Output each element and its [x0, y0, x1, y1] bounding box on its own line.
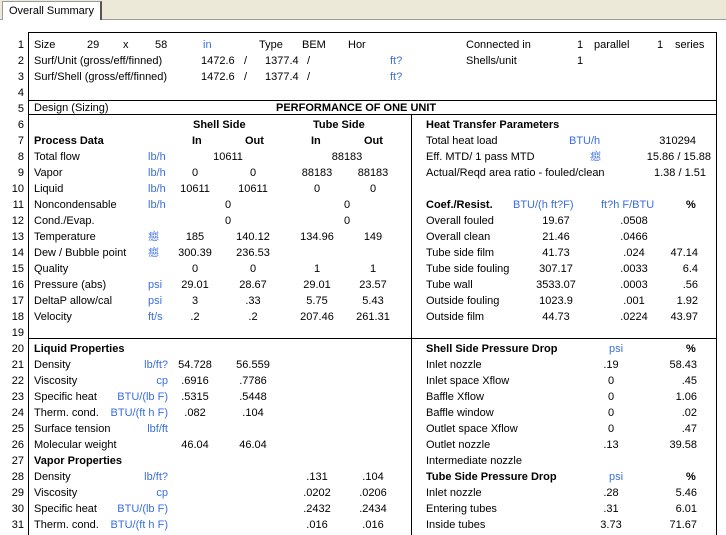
process-row-unit: ft/s: [148, 311, 163, 323]
shell-in-value: 185: [185, 231, 205, 243]
sspd-label: Baffle window: [426, 407, 494, 419]
row-number: 24: [11, 407, 24, 419]
sspd-psi-value: 0: [607, 391, 615, 403]
type-value: BEM: [302, 39, 326, 51]
surf-unit-gross: 1472.6: [201, 55, 235, 67]
liq-prop-label: Viscosity: [34, 375, 78, 387]
liq-shell-in: .082: [184, 407, 206, 419]
tube-in-header: In: [311, 135, 321, 147]
sspd-psi-value: .13: [603, 439, 619, 451]
row-number: 17: [11, 295, 24, 307]
coef-resist-value: .0224: [620, 311, 648, 323]
surf-unit-unit: ft?: [390, 55, 403, 67]
liq-shell-out: .5448: [239, 391, 267, 403]
process-row-unit: psi: [148, 295, 163, 307]
shell-in-value: 0: [191, 167, 199, 179]
liq-shell-out: .7786: [239, 375, 267, 387]
row-number: 30: [11, 503, 24, 515]
coef-film-value: 307.17: [539, 263, 573, 275]
shell-value: 0: [224, 215, 232, 227]
tube-dp-unit: psi: [609, 471, 624, 483]
vap-prop-label: Therm. cond.: [34, 519, 99, 531]
process-row-label: Vapor: [34, 167, 63, 179]
outer-left-border: [28, 32, 29, 535]
series-label: series: [675, 39, 705, 51]
vap-prop-unit: BTU/(lb F): [117, 503, 168, 515]
process-row-label: Cond./Evap.: [34, 215, 95, 227]
process-row-label: Liquid: [34, 183, 64, 195]
row-number: 11: [12, 199, 24, 211]
process-row-label: Total flow: [34, 151, 80, 163]
surf-shell-gross: 1472.6: [201, 71, 235, 83]
tspd-pct-value: 5.46: [675, 487, 697, 499]
row-number: 5: [17, 103, 24, 115]
sspd-psi-value: .19: [603, 359, 619, 371]
liquid-properties-title: Liquid Properties: [34, 343, 125, 355]
connected-count: 1: [577, 39, 584, 51]
top-border: [28, 32, 717, 33]
row-number: 21: [11, 359, 24, 371]
coef-resist-value: .0508: [620, 215, 648, 227]
row-number: 23: [11, 391, 24, 403]
tspd-label: Entering tubes: [426, 503, 497, 515]
tspd-pct-value: 6.01: [675, 503, 697, 515]
row-number: 18: [11, 311, 24, 323]
coef-unit-1: BTU/(h ft?F): [513, 199, 574, 211]
surf-unit-label: Surf/Unit (gross/eff/finned): [34, 55, 163, 67]
shells-unit-label: Shells/unit: [466, 55, 517, 67]
row-number: 2: [17, 55, 24, 67]
coef-label: Tube wall: [426, 279, 473, 291]
tube-in-value: 207.46: [300, 311, 334, 323]
shells-unit-count: 1: [577, 55, 584, 67]
tube-out-value: 149: [363, 231, 383, 243]
liq-prop-label: Surface tension: [34, 423, 111, 435]
sspd-label: Baffle Xflow: [426, 391, 484, 403]
row-number: 12: [11, 215, 24, 227]
coef-film-value: 1023.9: [539, 295, 573, 307]
tube-value: 0: [343, 199, 351, 211]
heat-load-label: Total heat load: [426, 135, 498, 147]
process-row-label: Quality: [34, 263, 69, 275]
liq-prop-label: Therm. cond.: [34, 407, 99, 419]
coef-resist-value: .001: [623, 295, 645, 307]
liq-shell-out: 56.559: [236, 359, 270, 371]
sspd-pct-value: 39.58: [669, 439, 697, 451]
vap-tube-in: .0202: [303, 487, 331, 499]
mtd-label: Eff. MTD/ 1 pass MTD: [426, 151, 535, 163]
size-unit: in: [203, 39, 212, 51]
process-row-unit: lb/h: [148, 199, 166, 211]
sspd-psi-value: 0: [607, 375, 615, 387]
size-x: x: [123, 39, 129, 51]
surf-shell-sep2: /: [307, 71, 311, 83]
tube-in-value: 29.01: [303, 279, 331, 291]
row-number: 9: [17, 167, 24, 179]
heat-load-value: 310294: [659, 135, 696, 147]
vap-prop-unit: lb/ft?: [144, 471, 168, 483]
liq-shell-in: .6916: [181, 375, 209, 387]
size-label: Size: [34, 39, 56, 51]
coef-pct-value: .56: [682, 279, 698, 291]
shell-in-value: 29.01: [181, 279, 209, 291]
tube-in-value: 134.96: [300, 231, 334, 243]
shell-in-value: 10611: [180, 183, 210, 195]
vap-tube-out: .104: [362, 471, 384, 483]
coef-resist-value: .0033: [620, 263, 648, 275]
surf-shell-eff: 1377.4: [265, 71, 299, 83]
vapor-properties-title: Vapor Properties: [34, 455, 123, 467]
coef-label: Overall fouled: [426, 215, 494, 227]
sspd-label: Outlet space Xflow: [426, 423, 518, 435]
tspd-psi-value: .31: [603, 503, 619, 515]
tab-strip: [0, 0, 726, 20]
process-row-unit: lb/h: [148, 167, 166, 179]
tube-out-value: 5.43: [362, 295, 384, 307]
process-row-unit: lb/h: [148, 183, 166, 195]
vap-tube-out: .2434: [359, 503, 387, 515]
vap-tube-out: .016: [362, 519, 384, 531]
vap-tube-in: .131: [306, 471, 328, 483]
summary-sheet: [0, 20, 726, 535]
coef-label: Outside fouling: [426, 295, 500, 307]
row-number: 3: [17, 71, 24, 83]
tube-out-value: 88183: [357, 167, 389, 179]
process-row-label: Temperature: [34, 231, 96, 243]
sspd-pct-value: .45: [681, 375, 697, 387]
shell-out-value: 10611: [238, 183, 268, 195]
row-number: 31: [11, 519, 24, 531]
sspd-pct-value: .02: [681, 407, 697, 419]
liq-prop-label: Molecular weight: [34, 439, 117, 451]
heat-transfer-title: Heat Transfer Parameters: [426, 119, 560, 131]
coef-film-value: 44.73: [542, 311, 570, 323]
coef-resist-value: .0466: [620, 231, 648, 243]
liq-prop-unit: lb/ft?: [144, 359, 168, 371]
process-row-label: Noncondensable: [34, 199, 117, 211]
shell-out-value: .2: [248, 311, 258, 323]
shell-value: 0: [224, 199, 232, 211]
tab-overall-summary[interactable]: Overall Summary: [2, 1, 102, 21]
row-number: 25: [11, 423, 24, 435]
process-row-unit: lb/h: [148, 151, 166, 163]
design-label: Design (Sizing): [34, 102, 109, 114]
size-value-a: 29: [87, 39, 100, 51]
coef-film-value: 3533.07: [536, 279, 576, 291]
sspd-label: Inlet space Xflow: [426, 375, 510, 387]
shell-in-value: .2: [190, 311, 200, 323]
process-row-label: Pressure (abs): [34, 279, 107, 291]
surf-unit-sep2: /: [307, 55, 311, 67]
vap-tube-in: .016: [306, 519, 328, 531]
row-number: 20: [11, 343, 24, 355]
process-row-label: Velocity: [34, 311, 72, 323]
liq-prop-unit: BTU/(ft h F): [110, 407, 168, 419]
vap-prop-unit: BTU/(ft h F): [110, 519, 168, 531]
mtd-unit: 癋: [590, 151, 601, 163]
area-ratio-label: Actual/Reqd area ratio - fouled/clean: [426, 167, 605, 179]
tspd-label: Inside tubes: [426, 519, 486, 531]
outer-right-border: [716, 32, 717, 535]
tube-in-value: 88183: [301, 167, 333, 179]
coef-label: Overall clean: [426, 231, 491, 243]
sspd-psi-value: 0: [607, 407, 615, 419]
tube-in-value: 0: [313, 183, 321, 195]
tube-dp-pct-header: %: [686, 471, 696, 483]
sspd-label: Intermediate nozzle: [426, 455, 522, 467]
row-number: 6: [17, 119, 24, 131]
sspd-label: Inlet nozzle: [426, 359, 482, 371]
liq-prop-label: Specific heat: [34, 391, 97, 403]
mtd-value: 15.86 / 15.88: [646, 151, 711, 163]
row-number: 28: [11, 471, 24, 483]
process-row-label: Dew / Bubble point: [34, 247, 127, 259]
coef-film-value: 41.73: [542, 247, 570, 259]
shell-out-value: 28.67: [239, 279, 267, 291]
surf-unit-sep1: /: [244, 55, 248, 67]
row-number: 8: [17, 151, 24, 163]
process-row-label: DeltaP allow/cal: [34, 295, 113, 307]
coef-resist-value: .024: [623, 247, 645, 259]
tspd-psi-value: 3.73: [600, 519, 622, 531]
coef-label: Outside film: [426, 311, 485, 323]
coef-resist-value: .0003: [620, 279, 648, 291]
row-number: 14: [11, 247, 24, 259]
shell-side-header: Shell Side: [193, 119, 246, 131]
vap-tube-in: .2432: [303, 503, 331, 515]
tube-value: 0: [343, 215, 351, 227]
surf-unit-eff: 1377.4: [265, 55, 299, 67]
orientation-value: Hor: [348, 39, 366, 51]
header-divider: [28, 100, 717, 101]
connected-label: Connected in: [466, 39, 531, 51]
type-label: Type: [259, 39, 283, 51]
shell-out-value: 0: [249, 167, 257, 179]
vap-prop-label: Viscosity: [34, 487, 78, 499]
row-number: 19: [11, 327, 24, 339]
tspd-psi-value: .28: [603, 487, 619, 499]
sspd-pct-value: .47: [681, 423, 697, 435]
coef-label: Tube side film: [426, 247, 495, 259]
tube-in-value: 5.75: [306, 295, 328, 307]
row-number: 7: [17, 135, 24, 147]
parallel-label: parallel: [594, 39, 630, 51]
liq-shell-out: 46.04: [239, 439, 267, 451]
coef-unit-2: ft?h F/BTU: [601, 199, 655, 211]
coef-pct-header: %: [686, 199, 696, 211]
shell-in-value: 3: [191, 295, 199, 307]
tube-value: 88183: [331, 151, 363, 163]
vap-prop-label: Density: [34, 471, 71, 483]
coef-pct-value: 6.4: [682, 263, 698, 275]
shell-in-value: 0: [191, 263, 199, 275]
tube-out-value: 1: [369, 263, 377, 275]
liq-shell-in: 46.04: [181, 439, 209, 451]
row-number: 4: [17, 87, 24, 99]
shell-in-header: In: [192, 135, 202, 147]
shell-value: 10611: [213, 151, 243, 163]
coef-film-value: 19.67: [542, 215, 570, 227]
shell-dp-pct-header: %: [686, 343, 696, 355]
row-number: 15: [11, 263, 24, 275]
tube-out-value: 23.57: [359, 279, 387, 291]
coef-pct-value: 43.97: [670, 311, 698, 323]
shell-dp-unit: psi: [609, 343, 624, 355]
liq-shell-out: .104: [242, 407, 264, 419]
shell-out-header: Out: [245, 135, 264, 147]
shell-out-value: 0: [249, 263, 257, 275]
surf-shell-sep1: /: [244, 71, 248, 83]
row-number: 27: [11, 455, 24, 467]
row-number: 22: [11, 375, 24, 387]
area-ratio-value: 1.38 / 1.51: [654, 167, 706, 179]
shell-out-value: .33: [245, 295, 261, 307]
vap-prop-label: Specific heat: [34, 503, 97, 515]
vap-tube-out: .0206: [359, 487, 387, 499]
series-count: 1: [657, 39, 664, 51]
row-number: 16: [11, 279, 24, 291]
shell-in-value: 300.39: [178, 247, 212, 259]
mid-vertical-divider: [411, 114, 412, 535]
liq-prop-unit: cp: [156, 375, 168, 387]
tube-out-value: 0: [369, 183, 377, 195]
tube-out-header: Out: [364, 135, 383, 147]
surf-shell-label: Surf/Shell (gross/eff/finned): [34, 71, 168, 83]
process-row-unit: psi: [148, 279, 163, 291]
tube-out-value: 261.31: [356, 311, 390, 323]
process-divider: [28, 338, 717, 339]
process-data-title: Process Data: [34, 135, 104, 147]
tube-dp-title: Tube Side Pressure Drop: [426, 471, 557, 483]
process-row-unit: 癋: [148, 231, 159, 243]
tspd-label: Inlet nozzle: [426, 487, 482, 499]
sspd-pct-value: 1.06: [675, 391, 697, 403]
surf-shell-unit: ft?: [390, 71, 403, 83]
liq-prop-label: Density: [34, 359, 71, 371]
tube-side-header: Tube Side: [313, 119, 365, 131]
performance-title: PERFORMANCE OF ONE UNIT: [276, 102, 437, 114]
coef-film-value: 21.46: [542, 231, 570, 243]
process-row-unit: 癋: [148, 247, 159, 259]
row-number: 29: [11, 487, 24, 499]
size-value-b: 58: [155, 39, 168, 51]
coef-label: Tube side fouling: [426, 263, 510, 275]
coef-pct-value: 47.14: [670, 247, 698, 259]
liq-shell-in: 54.728: [178, 359, 212, 371]
sspd-pct-value: 58.43: [669, 359, 697, 371]
row-number: 13: [11, 231, 24, 243]
coef-pct-value: 1.92: [676, 295, 698, 307]
sspd-psi-value: 0: [607, 423, 615, 435]
liq-prop-unit: BTU/(lb F): [117, 391, 168, 403]
liq-prop-unit: lbf/ft: [147, 423, 168, 435]
liq-shell-in: .5315: [181, 391, 209, 403]
row-number: 10: [11, 183, 24, 195]
sspd-label: Outlet nozzle: [426, 439, 491, 451]
row-number: 26: [11, 439, 24, 451]
tspd-pct-value: 71.67: [669, 519, 697, 531]
shell-out-value: 140.12: [236, 231, 270, 243]
heat-load-unit: BTU/h: [569, 135, 601, 147]
coef-resist-title: Coef./Resist.: [426, 199, 493, 211]
shell-out-value: 236.53: [236, 247, 270, 259]
vap-prop-unit: cp: [156, 487, 168, 499]
row-number: 1: [17, 39, 24, 51]
tube-in-value: 1: [313, 263, 321, 275]
shell-dp-title: Shell Side Pressure Drop: [426, 343, 558, 355]
